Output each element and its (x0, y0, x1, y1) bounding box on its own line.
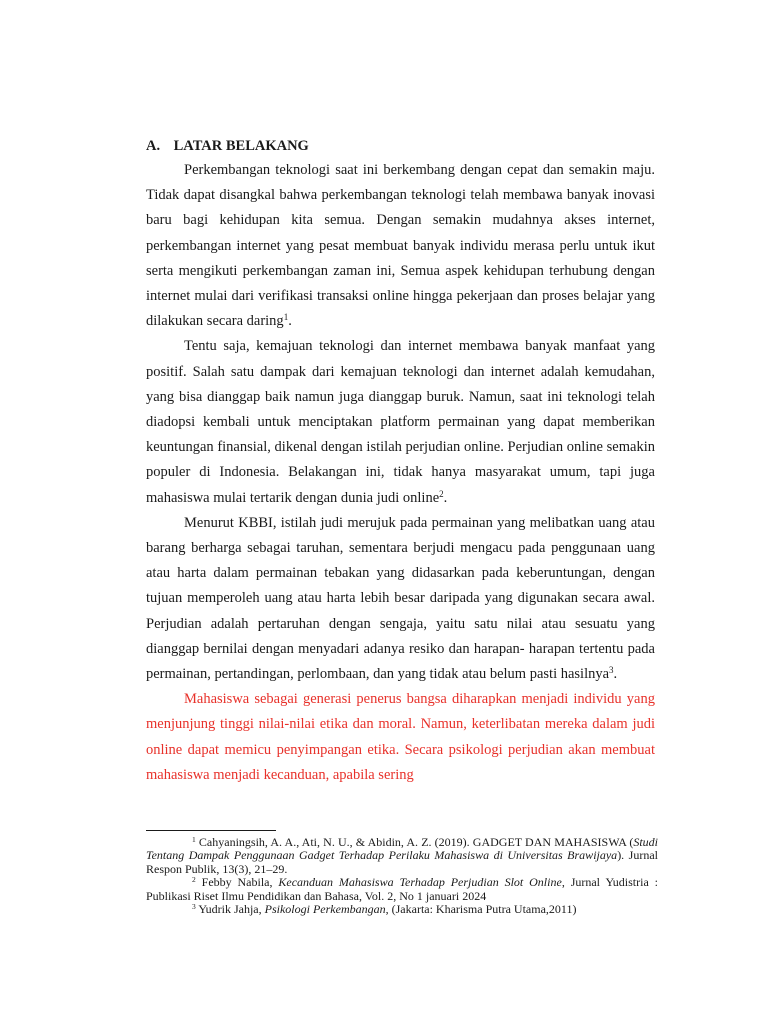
footnote-title: Studi Tentang Dampak Penggunaan Gadget Terhadap Perilaku Mahasiswa di Universitas Brawijaya (146, 835, 659, 863)
footnote-text: Cahyaningsih, A. A., Ati, N. U., & Abidin, A. Z. (2019). GADGET DAN MAHASISWA ( (198, 835, 634, 849)
footnote-title: Psikologi Perkembangan (264, 902, 386, 917)
paragraph-3 (146, 511, 655, 687)
footnote-ref[interactable]: 2 (439, 488, 444, 499)
paragraph-text: Tentu saja, kemajuan teknologi dan internet membawa banyak manfaat yang positif. Salah satu dampak dari kemajuan teknologi dan internet adalah kemudahan, yang bisa dianggap baik namun juga dianggap buruk. Namun, saat ini teknologi telah diadopsi kembali untuk menciptakan platform permainan yang dapat memberikan keuntungan finansial, dikenal dengan istilah perjudian online. Perjudian online semakin populer di Indonesia. Belakangan ini, tidak hanya masyarakat umum, tapi juga mahasiswa mulai tertarik dengan dunia judi online (146, 338, 655, 506)
paragraph-1 (146, 158, 655, 334)
paragraph-end: . (443, 489, 448, 506)
section-heading (146, 134, 655, 158)
paragraph-text: Perkembangan teknologi saat ini berkembang dengan cepat dan semakin maju. Tidak dapat disangkal bahwa perkembangan teknologi telah membawa banyak inovasi baru bagi kehidupan kita semua. Dengan semakin mudahnya akses internet, perkembangan internet yang pesat membuat banyak individu merasa perlu untuk ikut serta mengikuti perkembangan zaman ini, Semua aspek kehidupan terhubung dengan internet mulai dari verifikasi transaksi online hingga pekerjaan dan proses belajar yang dilakukan secara daring (146, 162, 655, 330)
footnote-ref[interactable]: 1 (283, 312, 289, 323)
footnote-text: Yudrik Jahja, (198, 902, 265, 917)
paragraph-end: . (613, 666, 618, 683)
paragraph-end: . (288, 313, 292, 330)
footnote-text: Febby Nabila, (201, 875, 279, 890)
paragraph-2 (146, 334, 655, 510)
footnote-text: , (Jakarta: Kharisma Putra Utama,2011) (385, 902, 577, 917)
footnote-2 (146, 876, 658, 903)
section-title: LATAR BELAKANG (173, 138, 309, 154)
footnote-ref[interactable]: 3 (609, 665, 614, 676)
footnote-number: 3 (192, 902, 196, 912)
footnote-3 (146, 903, 658, 916)
paragraph-text: Mahasiswa sebagai generasi penerus bangsa diharapkan menjadi individu yang menjunjung tinggi nilai-nilai etika dan moral. Namun, keterlibatan mereka dalam judi online dapat memicu penyimpangan etika. Secara psikologi perjudian akan membuat mahasiswa menjadi kecanduan, apabila sering (146, 691, 655, 783)
main-content (146, 134, 655, 788)
footnotes (146, 836, 658, 916)
footnote-text: , Jurnal Yudistria : Publikasi Riset Ilmu Pendidikan dan Bahasa, Vol. 2, No 1 januari 2024 (146, 875, 658, 903)
section-number: A. (146, 138, 161, 154)
paragraph-4-highlighted (146, 687, 655, 788)
footnote-1 (146, 836, 658, 876)
footnote-number: 1 (192, 835, 196, 844)
footnote-separator (146, 830, 276, 831)
paragraph-text: Menurut KBBI, istilah judi merujuk pada permainan yang melibatkan uang atau barang berharga sebagai taruhan, sementara berjudi mengacu pada penggunaan uang atau harta dalam permainan tebakan yang didasarkan pada keberuntungan, dengan tujuan memperoleh uang atau harta lebih besar daripada yang digunakan secara awal. Perjudian adalah pertaruhan dengan sengaja, yaitu satu nilai atau sesuatu yang dianggap bernilai dengan menyadari adanya resiko dan harapan- harapan tertentu pada permainan, pertandingan, perlombaan, dan yang tidak atau belum pasti hasilnya (146, 514, 655, 683)
footnote-text: ). Jurnal Respon Publik, 13(3), 21–29. (146, 848, 658, 876)
footnote-title: Kecanduan Mahasiswa Terhadap Perjudian Slot Online (278, 875, 562, 890)
footnote-number: 2 (192, 875, 196, 885)
